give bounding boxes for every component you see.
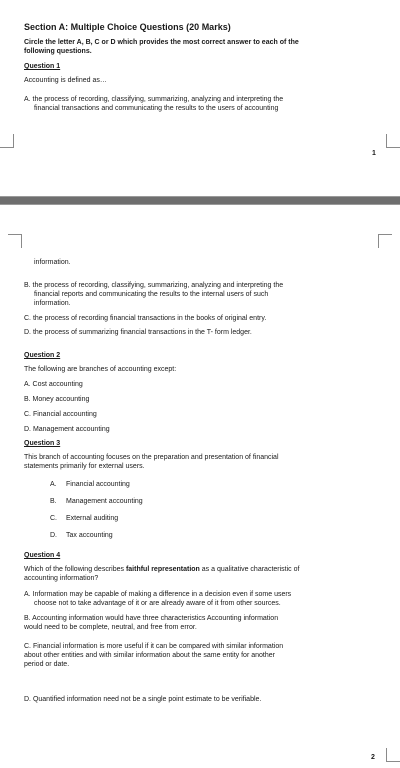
question-4-option-c-line-3: period or date. bbox=[24, 661, 70, 668]
question-4-option-a-line-2: choose not to take advantage of it or are already aware of it from other sources. bbox=[34, 600, 281, 607]
crop-mark-bottom-right bbox=[378, 234, 392, 248]
page-number-2: 2 bbox=[371, 754, 375, 761]
question-3-option-c-text: External auditing bbox=[66, 515, 119, 522]
question-4-option-b-line-1: B. Accounting information would have three characteristics Accounting information bbox=[24, 615, 279, 622]
question-2-option-c: C. Financial accounting bbox=[24, 411, 97, 418]
question-3-option-a-text: Financial accounting bbox=[66, 481, 130, 488]
question-4-stem-emphasis: faithful representation bbox=[125, 566, 200, 573]
crop-mark-top-left bbox=[0, 134, 14, 148]
question-1-option-b-line-2: financial reports and communicating the results to the internal users of such bbox=[34, 291, 269, 298]
question-2-stem: The following are branches of accounting except: bbox=[24, 366, 177, 373]
question-4-stem-line-2: accounting information? bbox=[24, 575, 99, 582]
question-1-option-c: C. the process of recording financial transactions in the books of original entry. bbox=[24, 315, 267, 322]
instructions-line-1: Circle the letter A, B, C or D which provides the most correct answer to each of the bbox=[24, 39, 299, 46]
question-4-option-a-line-1: A. Information may be capable of making a difference in a decision even if some users bbox=[24, 591, 292, 598]
question-2-heading: Question 2 bbox=[24, 352, 61, 359]
question-4-option-b-line-2: would need to be complete, neutral, and free from error. bbox=[24, 624, 197, 631]
question-4-option-c-line-2: about other entities and with similar information about the same entity for another bbox=[24, 652, 275, 659]
question-4-stem-line-1 bbox=[24, 565, 370, 574]
question-1-option-d: D. the process of summarizing financial transactions in the T- form ledger. bbox=[24, 329, 252, 336]
question-3-option-c-letter: C. bbox=[50, 515, 57, 522]
question-4-option-c-line-1: C. Financial information is more useful if it can be compared with similar information bbox=[24, 643, 284, 650]
question-1-stem: Accounting is defined as… bbox=[24, 77, 107, 84]
section-title: Section A: Multiple Choice Questions (20 Marks) bbox=[24, 22, 231, 32]
question-3-stem-line-1: This branch of accounting focuses on the preparation and presentation of financial bbox=[24, 454, 279, 461]
question-2-option-a: A. Cost accounting bbox=[24, 381, 83, 388]
crop-mark-bottom-left bbox=[8, 234, 22, 248]
crop-mark-top-right bbox=[386, 134, 400, 148]
question-1-option-b-line-3: information. bbox=[34, 300, 71, 307]
document-page-1 bbox=[0, 0, 400, 196]
question-4-option-d: D. Quantified information need not be a single point estimate to be verifiable. bbox=[24, 696, 262, 703]
page-separator bbox=[0, 196, 400, 205]
question-1-option-b-line-1: B. the process of recording, classifying, summarizing, analyzing and interpreting the bbox=[24, 282, 284, 289]
question-4-heading: Question 4 bbox=[24, 552, 61, 559]
document-page-2 bbox=[0, 205, 400, 768]
question-3-option-b-letter: B. bbox=[50, 498, 57, 505]
question-4-stem-suffix: as a qualitative characteristic of bbox=[199, 566, 300, 573]
instructions-line-2: following questions. bbox=[24, 48, 92, 55]
crop-mark-page-2-top-right bbox=[386, 748, 400, 762]
question-2-option-b: B. Money accounting bbox=[24, 396, 90, 403]
question-1-heading: Question 1 bbox=[24, 63, 61, 70]
page-number-1: 1 bbox=[372, 150, 376, 157]
question-3-option-a-letter: A. bbox=[50, 481, 57, 488]
question-3-stem-line-2: statements primarily for external users. bbox=[24, 463, 145, 470]
question-1-option-a-line-2: financial transactions and communicating the results to the users of accounting bbox=[34, 105, 279, 112]
question-3-option-d-text: Tax accounting bbox=[66, 532, 113, 539]
question-1-option-a-line-3: information. bbox=[34, 259, 71, 266]
question-4-stem-prefix: Which of the following describes bbox=[24, 566, 126, 573]
question-2-option-d: D. Management accounting bbox=[24, 426, 110, 433]
question-3-option-b-text: Management accounting bbox=[66, 498, 143, 505]
question-3-heading: Question 3 bbox=[24, 440, 61, 447]
question-1-option-a-line-1: A. the process of recording, classifying, summarizing, analyzing and interpreting the bbox=[24, 96, 284, 103]
question-3-option-d-letter: D. bbox=[50, 532, 57, 539]
